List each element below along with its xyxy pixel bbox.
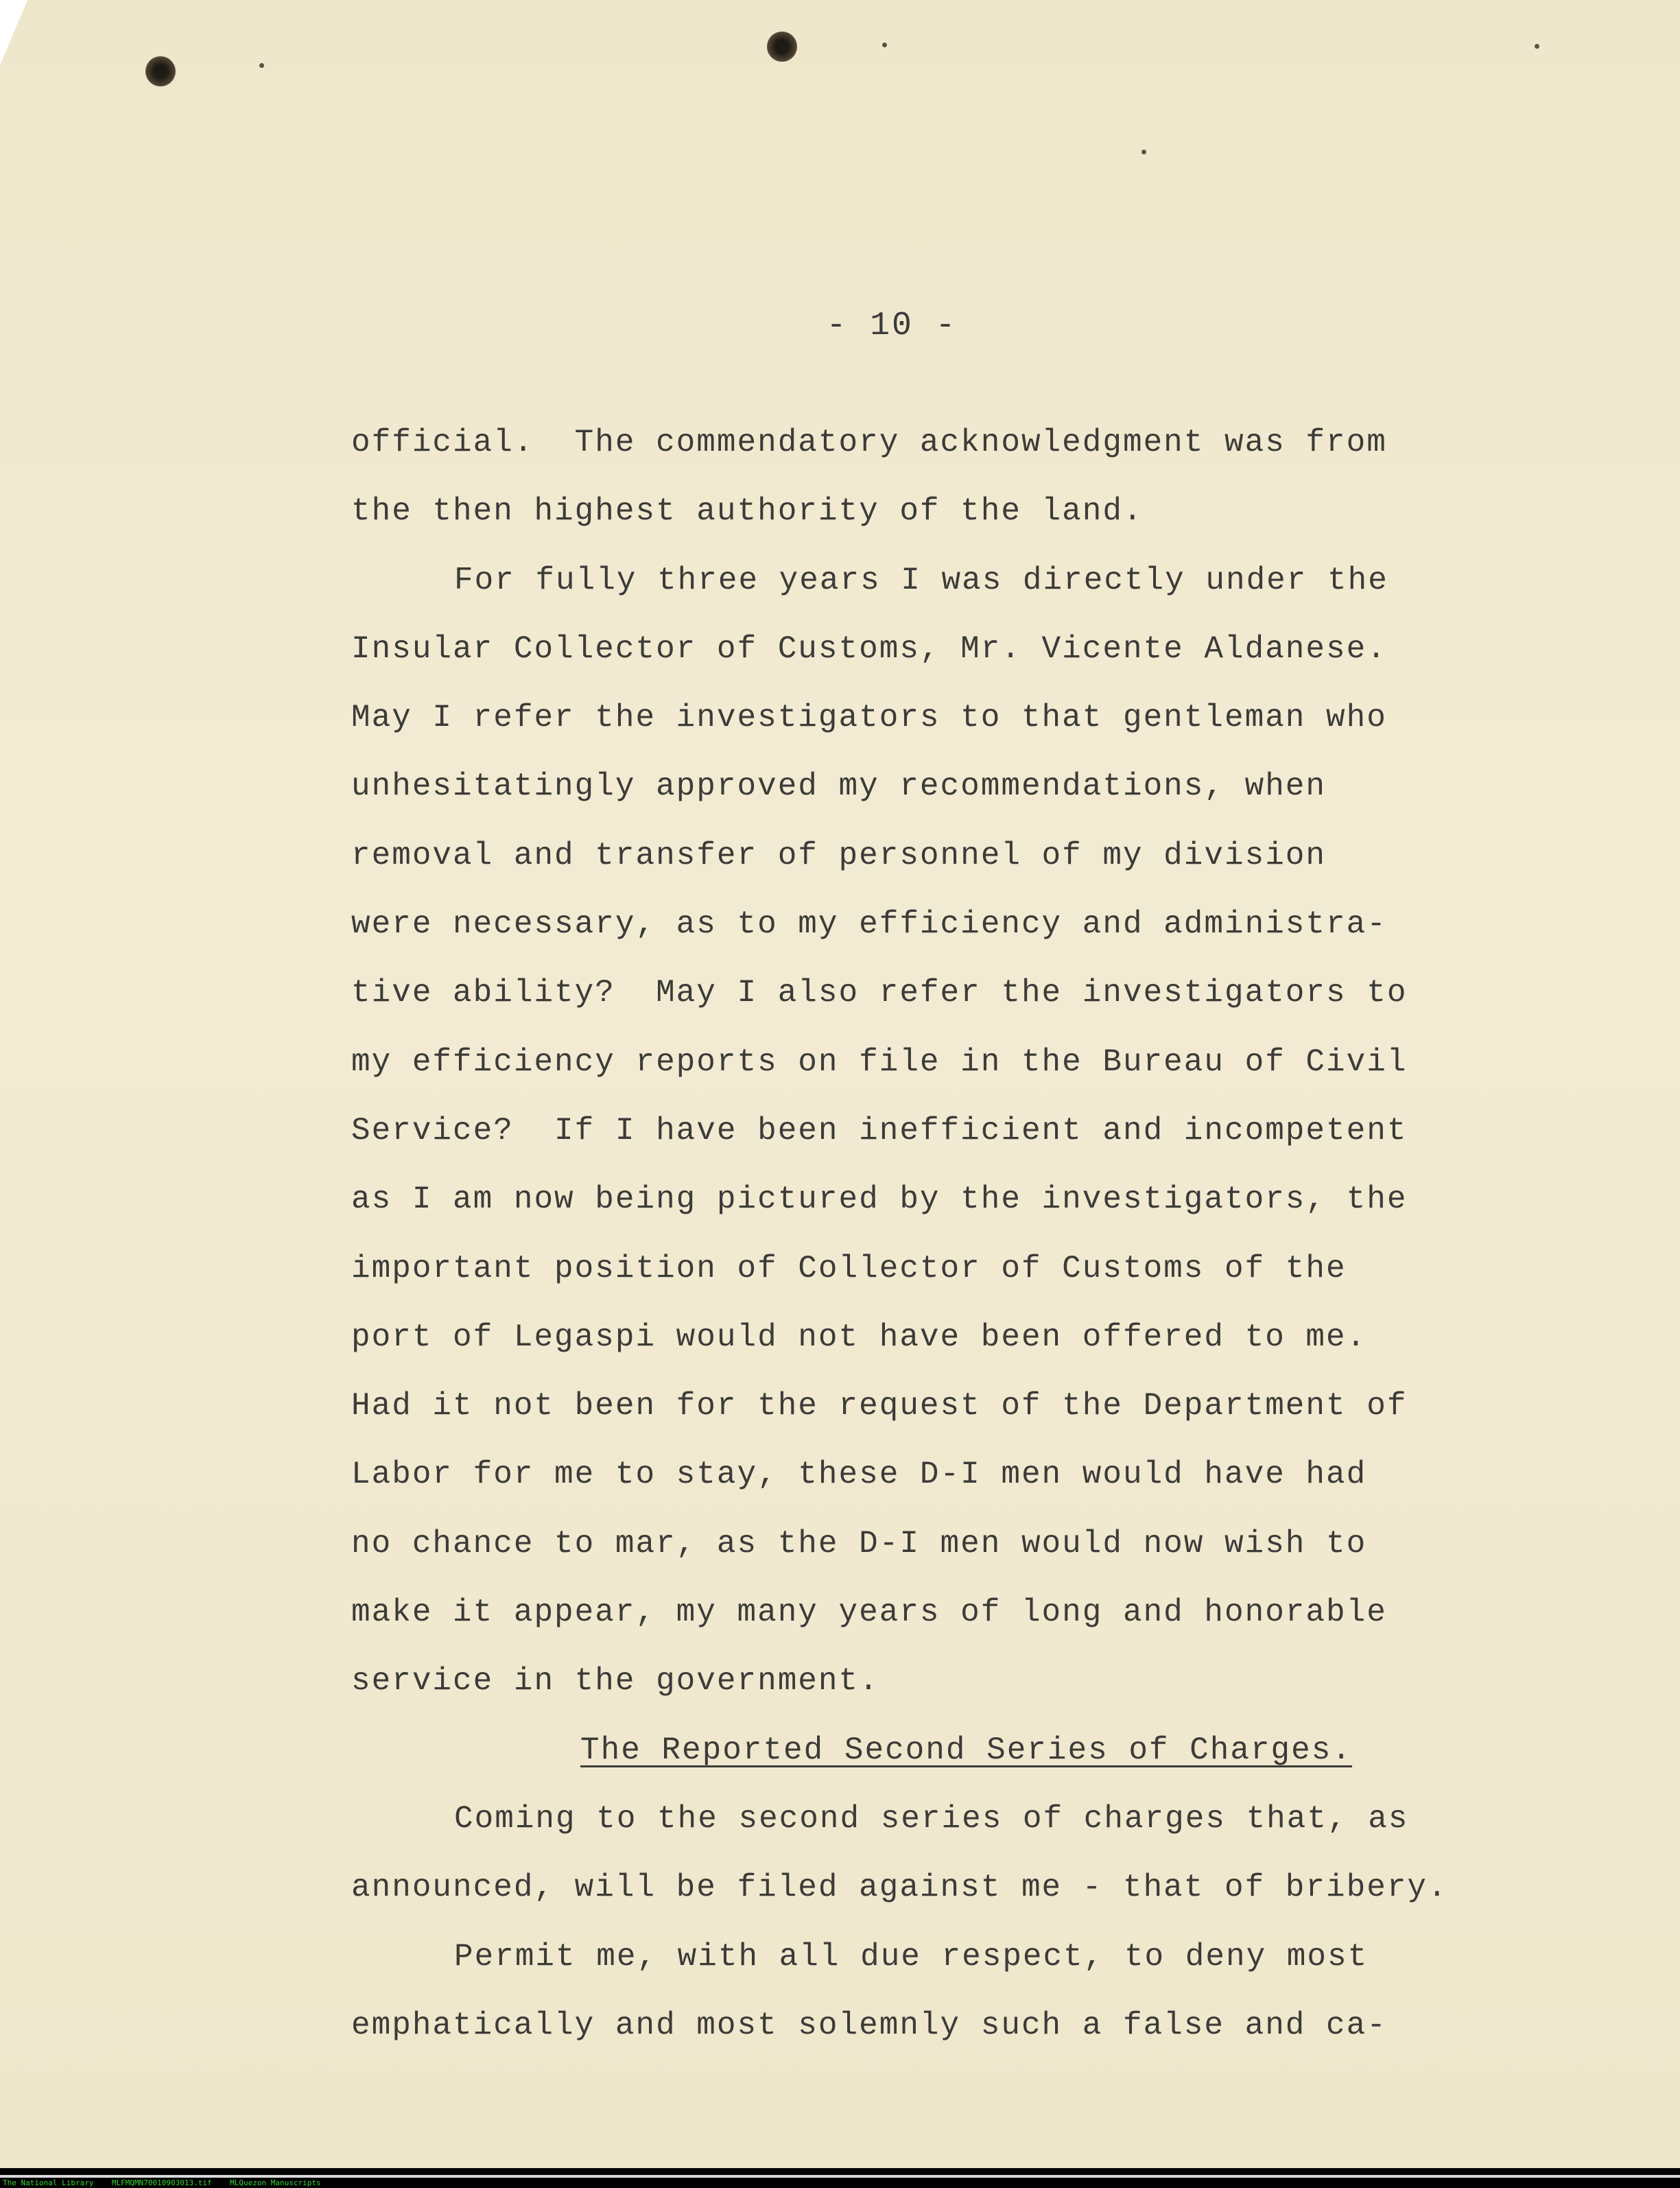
text-line: as I am now being pictured by the investigators, the	[351, 1181, 1408, 1218]
text-line: port of Legaspi would not have been offered to me.	[351, 1319, 1367, 1355]
punch-hole	[767, 32, 797, 62]
text-line: tive ability? May I also refer the investigators to	[351, 975, 1408, 1011]
text-line: removal and transfer of personnel of my division	[351, 837, 1327, 873]
text-line: official. The commendatory acknowledgment was from	[351, 425, 1387, 460]
text-line: make it appear, my many years of long and honorable	[351, 1595, 1387, 1631]
paper-speck	[259, 63, 264, 68]
text-line: my efficiency reports on file in the Bureau of Civil	[351, 1044, 1408, 1080]
text-line: were necessary, as to my efficiency and administra-	[351, 906, 1387, 943]
text-line: service in the government.	[351, 1663, 879, 1699]
paper-speck	[1141, 150, 1146, 154]
torn-corner	[0, 0, 27, 65]
text-line: the then highest authority of the land.	[351, 493, 1144, 530]
punch-hole	[145, 56, 176, 86]
text-line: important position of Collector of Customs of the	[351, 1250, 1347, 1286]
text-line: Coming to the second series of charges that, as	[454, 1800, 1409, 1837]
scan-footer-text: The National Library MLFMQMN70010903013.tif MLQuezon Manuscripts	[3, 2178, 321, 2187]
text-line: announced, will be filed against me - that of bribery.	[351, 1870, 1448, 1906]
text-line: emphatically and most solemnly such a false and ca-	[351, 2007, 1387, 2043]
typed-text-body	[351, 408, 1559, 2060]
text-line: For fully three years I was directly under the	[454, 562, 1388, 598]
text-line: Service? If I have been inefficient and incompetent	[351, 1112, 1408, 1149]
text-line: unhesitatingly approved my recommendations, when	[351, 768, 1327, 805]
text-line: Labor for me to stay, these D-I men would have had	[351, 1457, 1367, 1493]
text-line: Permit me, with all due respect, to deny most	[454, 1938, 1369, 1975]
text-line: Had it not been for the request of the Department of	[351, 1388, 1408, 1424]
paper-speck	[882, 43, 887, 47]
paper-speck	[1535, 44, 1539, 49]
text-line: Insular Collector of Customs, Mr. Vicente Aldanese.	[351, 631, 1387, 667]
text-line: no chance to mar, as the D-I men would now wish to	[351, 1525, 1367, 1562]
text-line: May I refer the investigators to that gentleman who	[351, 700, 1387, 736]
section-heading: The Reported Second Series of Charges.	[580, 1732, 1352, 1768]
page-number: - 10 -	[826, 307, 958, 344]
